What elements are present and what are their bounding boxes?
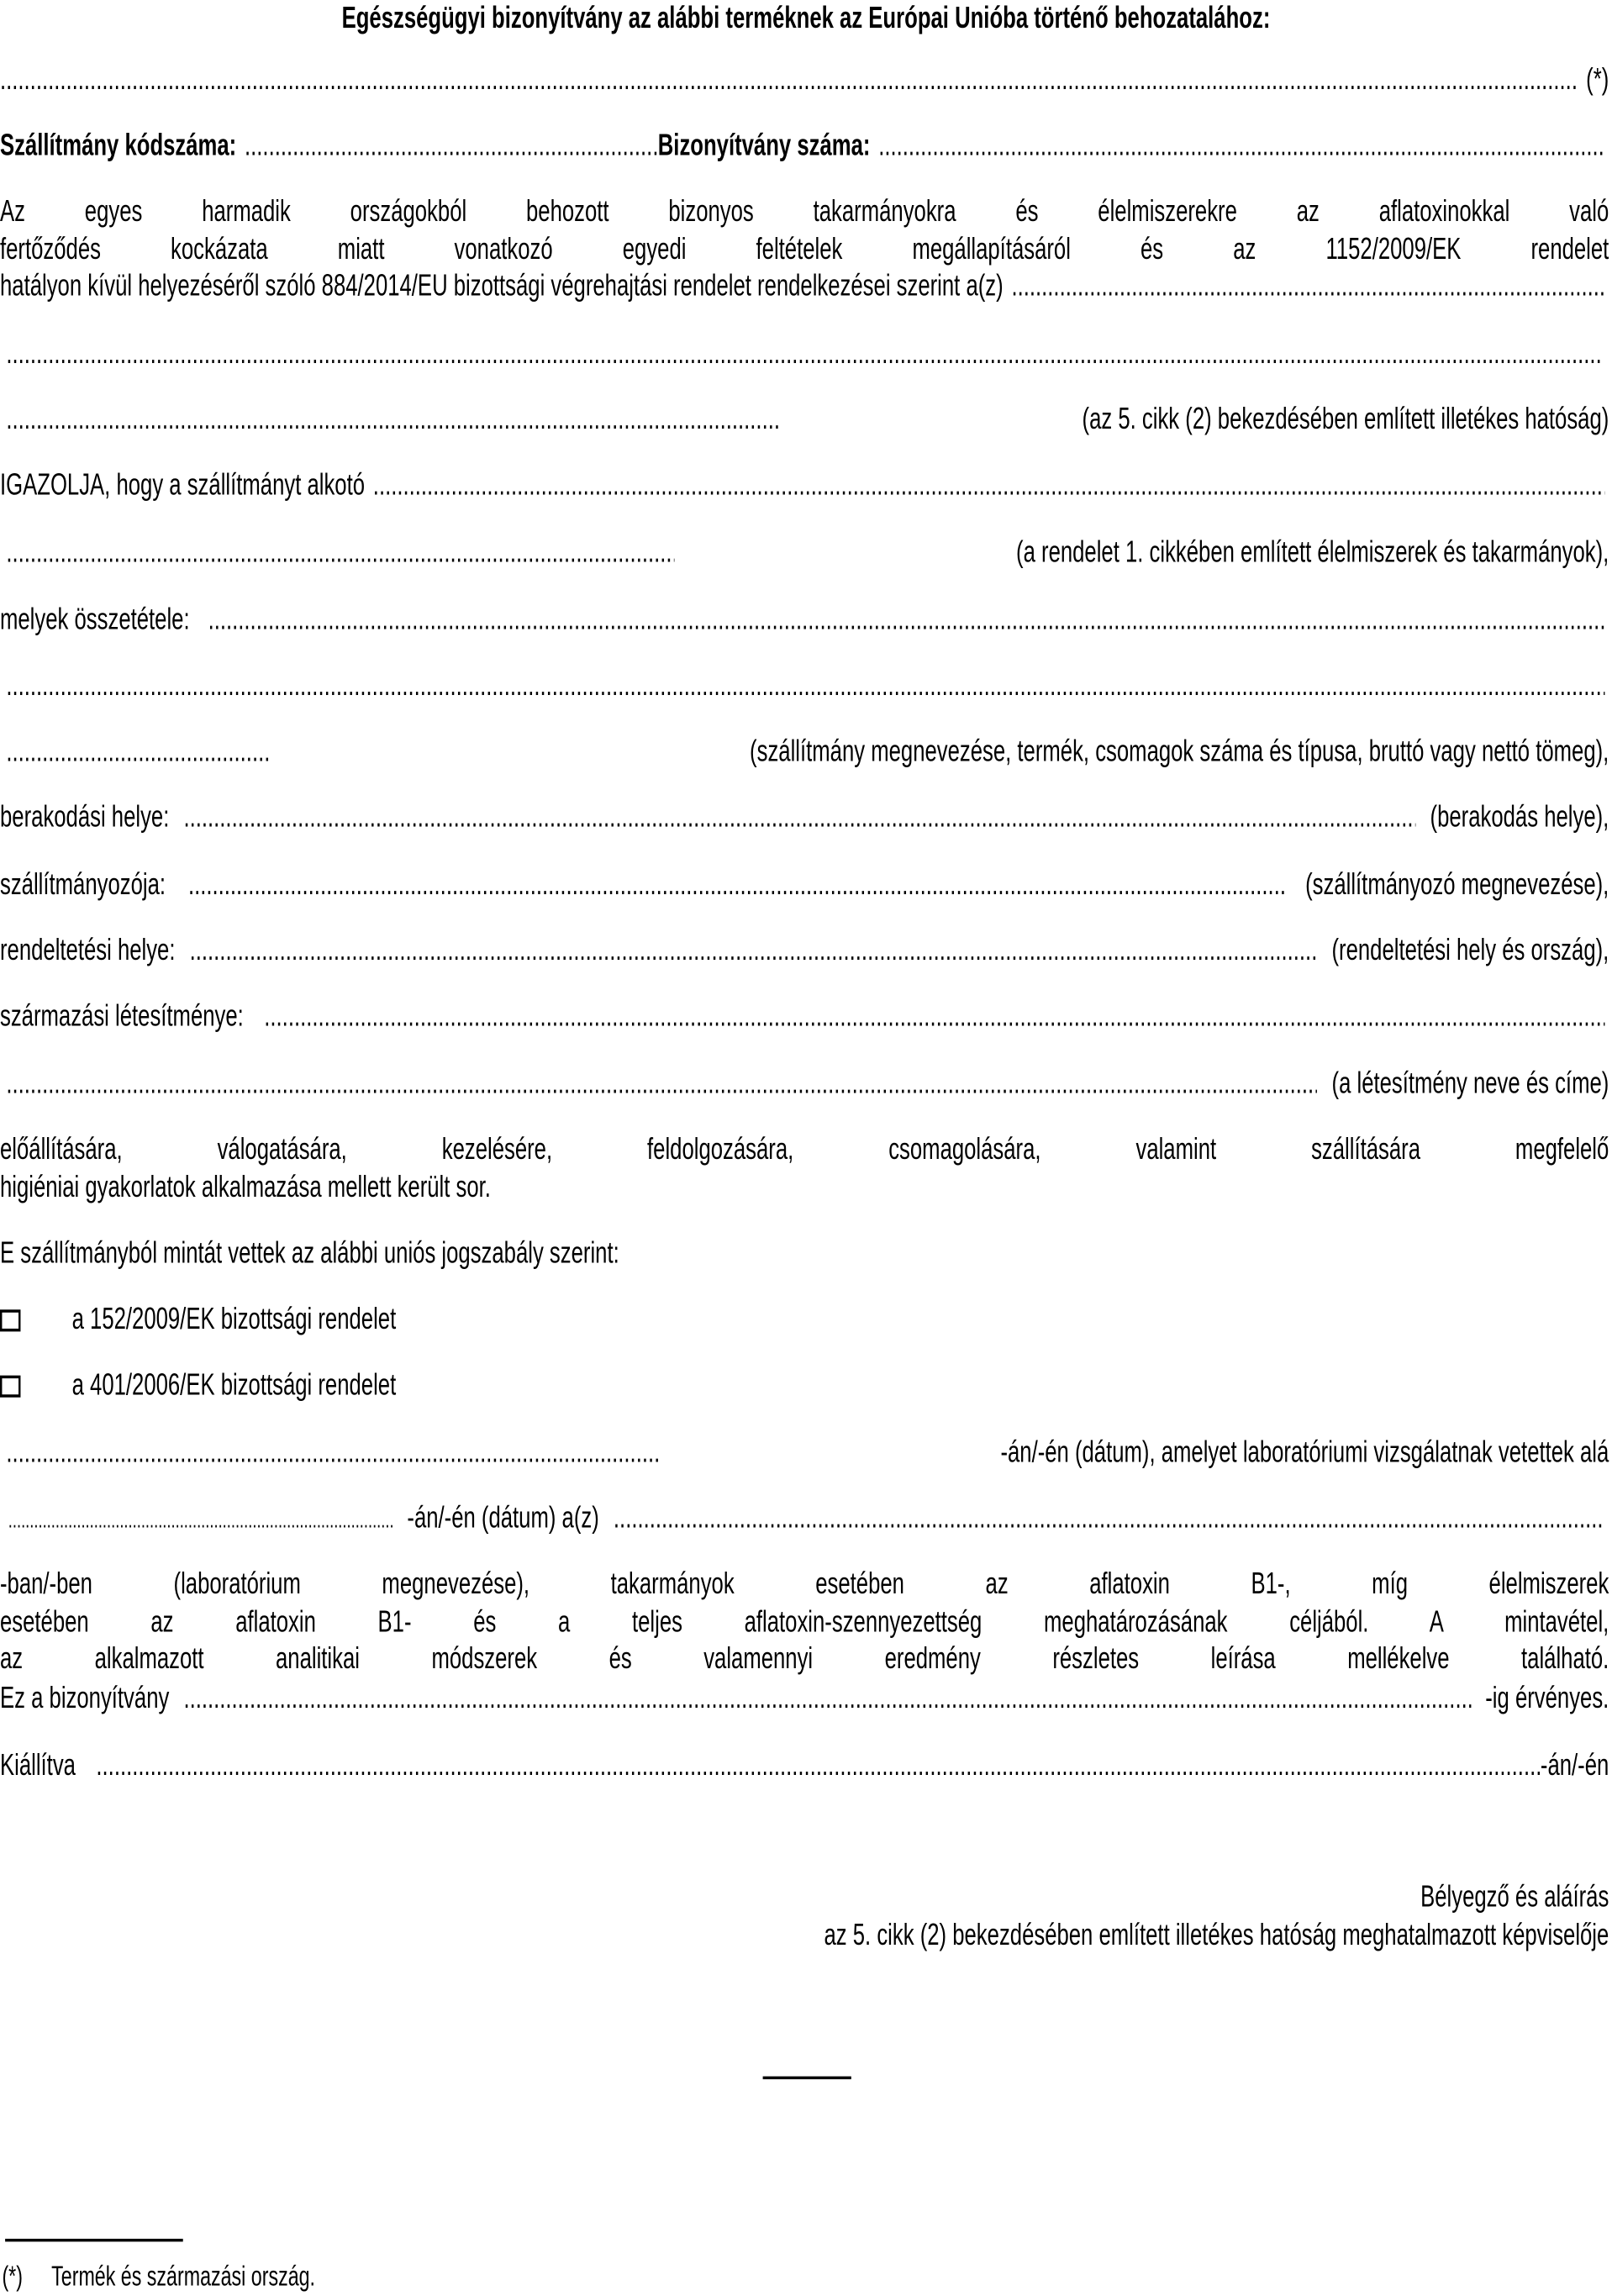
transporter-label: szállítmányozója: xyxy=(0,867,166,902)
loading-place-label: berakodási helye: xyxy=(0,800,170,835)
shipment-code-label: Szállítmány kódszáma: xyxy=(0,129,237,163)
issued-label: Kiállítva xyxy=(0,1748,76,1783)
checkbox-label: a 152/2009/EK bizottsági rendelet xyxy=(71,1302,397,1336)
paragraph-line: -ban/-ben (laboratórium megnevezése), takarmányok esetében az aflatoxin B1-, míg élelmiszerek xyxy=(0,1567,1609,1601)
food-feed-line xyxy=(0,535,1609,572)
sampling-intro-line xyxy=(0,1235,1609,1272)
validity-label: Ez a bizonyítvány xyxy=(0,1681,170,1715)
footnote xyxy=(2,2261,315,2296)
intro-last-line xyxy=(0,268,1609,306)
destination-label: rendeltetési helye: xyxy=(0,933,176,967)
destination-field[interactable] xyxy=(190,932,1318,970)
authority-note: (az 5. cikk (2) bekezdésében említett illetékes hatóság) xyxy=(1082,402,1609,436)
composition-label: melyek összetétele: xyxy=(0,603,190,637)
authority-note-line xyxy=(0,401,1609,439)
document-title: Egészségügyi bizonyítvány az alábbi terméknek az Európai Unióba történő behozatalához: xyxy=(341,1,1271,35)
product-origin-line xyxy=(0,61,1609,99)
authority-dotted-line xyxy=(0,335,1609,373)
destination-note: (rendeltetési hely és ország), xyxy=(1331,933,1609,967)
transporter-line xyxy=(0,866,1609,904)
section-end-rule xyxy=(763,2077,851,2079)
products-field-end[interactable] xyxy=(6,535,674,572)
hygiene-paragraph xyxy=(0,1131,1609,1206)
establishment-label: származási létesítménye: xyxy=(0,999,244,1034)
paragraph-line: az alkalmazott analitikai módszerek és valamennyi eredmény részletes leírása mellékelve található. xyxy=(0,1641,1609,1676)
checkbox-label: a 401/2006/EK bizottsági rendelet xyxy=(71,1367,397,1402)
sampling-intro: E szállítmányból mintát vettek az alábbi uniós jogszabály szerint: xyxy=(0,1236,619,1271)
checkbox-icon[interactable] xyxy=(0,1309,20,1330)
laboratory-paragraph xyxy=(0,1566,1609,1677)
certifies-label: IGAZOLJA, hogy a szállítmányt alkotó xyxy=(0,468,366,503)
footnote-mark: (*) xyxy=(2,2262,23,2293)
authority-field[interactable] xyxy=(6,335,1603,373)
validity-date-field[interactable] xyxy=(183,1680,1471,1718)
food-feed-note: (a rendelet 1. cikkében említett élelmiszerek és takarmányok), xyxy=(1016,535,1609,570)
regulation-option-401-2006[interactable] xyxy=(0,1367,396,1404)
footnote-separator xyxy=(5,2239,183,2241)
composition-line xyxy=(0,602,1609,640)
checkbox-icon[interactable] xyxy=(0,1375,20,1397)
destination-line xyxy=(0,932,1609,970)
paragraph-line: Az egyes harmadik országokból behozott bizonyos takarmányokra és élelmiszerekre az aflatoxinokkal való xyxy=(0,194,1609,229)
validity-suffix: -ig érvényes. xyxy=(1485,1681,1609,1715)
transporter-field[interactable] xyxy=(188,866,1287,904)
composition-field-2[interactable] xyxy=(6,667,1604,705)
establishment-field[interactable] xyxy=(264,998,1604,1035)
paragraph-line: esetében az aflatoxin B1- és a teljes aflatoxin-szennyezettség meghatározásának céljából. A mintavétel, xyxy=(0,1604,1609,1639)
issued-line xyxy=(0,1747,1609,1785)
sampling-date-note: -án/-én (dátum), amelyet laboratóriumi vizsgálatnak vetettek alá xyxy=(1000,1435,1609,1470)
signature-label: Bélyegző és aláírás xyxy=(1420,1880,1609,1914)
sampling-date-field[interactable] xyxy=(6,1434,660,1472)
signatory-description: az 5. cikk (2) bekezdésében említett illetékes hatóság meghatalmazott képviselője xyxy=(824,1918,1609,1952)
paragraph-line: hatályon kívül helyezéséről szóló 884/2014/EU bizottsági végrehajtási rendelet rendelkezései szerint a(z) xyxy=(0,269,1004,303)
shipment-code-field[interactable] xyxy=(245,127,658,165)
paragraph-line: előállítására, válogatására, kezelésére, feldolgozására, csomagolására, valamint szállítására megfelelő xyxy=(0,1132,1609,1166)
loading-place-field[interactable] xyxy=(183,799,1415,837)
footnote-reference: (*) xyxy=(1586,62,1609,97)
certifies-line xyxy=(0,466,1609,504)
authority-field-end[interactable] xyxy=(6,401,781,439)
authority-field-start[interactable] xyxy=(1011,268,1604,306)
consignment-note: (szállítmány megnevezése, termék, csomagok száma és típusa, bruttó vagy nettó tömeg), xyxy=(750,735,1609,769)
establishment-line xyxy=(0,998,1609,1035)
products-field[interactable] xyxy=(373,466,1605,504)
analysis-date-note: -án/-én (dátum) a(z) xyxy=(407,1501,599,1535)
paragraph-line: fertőződés kockázata miatt vonatkozó egyedi feltételek megállapításáról és az 1152/2009/EK rendelet xyxy=(0,231,1609,266)
loading-place-note: (berakodás helye), xyxy=(1430,800,1609,835)
issued-place-date-field[interactable] xyxy=(96,1747,1541,1785)
transporter-note: (szállítmányozó megnevezése), xyxy=(1305,867,1609,902)
establishment-field-end[interactable] xyxy=(6,1066,1317,1103)
sampling-date-line xyxy=(0,1434,1609,1472)
composition-field-end[interactable] xyxy=(6,733,271,771)
validity-line xyxy=(0,1680,1609,1718)
footnote-text: Termék és származási ország. xyxy=(51,2262,316,2293)
loading-place-line xyxy=(0,799,1609,837)
composition-field[interactable] xyxy=(208,602,1605,640)
consignment-line xyxy=(0,733,1609,771)
establishment-note-line xyxy=(0,1066,1609,1103)
analysis-date-line xyxy=(0,1500,1609,1538)
issued-suffix: -án/-én xyxy=(1540,1748,1609,1783)
certificate-number-label: Bizonyítvány száma: xyxy=(657,129,871,163)
regulation-option-152-2009[interactable] xyxy=(0,1301,396,1339)
product-origin-field[interactable] xyxy=(0,61,1578,99)
paragraph-line: higiéniai gyakorlatok alkalmazása mellett került sor. xyxy=(0,1170,491,1204)
certificate-number-field[interactable] xyxy=(878,127,1604,165)
identifiers-line xyxy=(0,127,1609,165)
intro-paragraph xyxy=(0,193,1609,268)
establishment-note: (a létesítmény neve és címe) xyxy=(1331,1066,1609,1101)
analysis-date-field[interactable] xyxy=(8,1503,392,1540)
laboratory-field[interactable] xyxy=(614,1500,1604,1538)
composition-dotted-line xyxy=(0,667,1609,705)
